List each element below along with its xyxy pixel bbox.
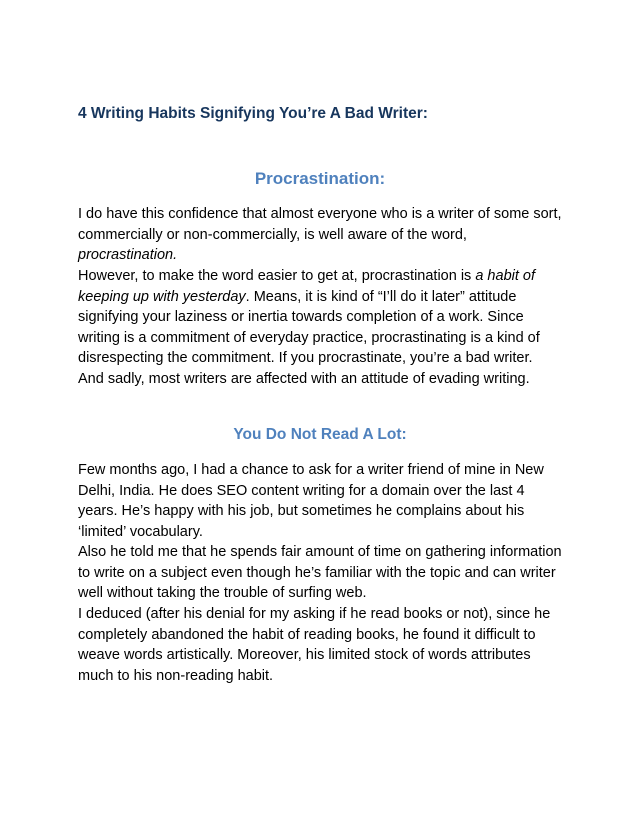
paragraph-line <box>78 266 568 287</box>
paragraph-line <box>78 287 568 308</box>
paragraph-line: years. He’s happy with his job, but sometimes he complains about his <box>78 503 525 519</box>
paragraph-line: And sadly, most writers are affected with an attitude of evading writing. <box>78 370 530 387</box>
text-run: . Means, it is kind of “I’ll do it later” attitude <box>245 288 517 305</box>
paragraph-line: completely abandoned the habit of reading books, he found it difficult to <box>78 626 536 643</box>
heading-procrastination: Procrastination: <box>254 169 386 188</box>
italic-phrase: keeping up with yesterday <box>78 288 246 305</box>
paragraph-procrastination-intro <box>78 204 568 266</box>
paragraph-line: I deduced (after his denial for my asking if he read books or not), since he <box>78 606 551 622</box>
paragraph-writer-friend <box>78 460 568 542</box>
text-run: However, to make the word easier to get at, procrastination is <box>78 268 476 284</box>
paragraph-line: Also he told me that he spends fair amount of time on gathering information <box>78 544 562 560</box>
paragraph-line: Few months ago, I had a chance to ask for a writer friend of mine in New <box>78 462 544 478</box>
paragraph-line: disrespecting the commitment. If you procrastinate, you’re a bad writer. <box>78 350 533 366</box>
paragraph-procrastination-definition <box>78 266 568 389</box>
paragraph-line: Delhi, India. He does SEO content writing for a domain over the last 4 <box>78 482 525 499</box>
paragraph-line: weave words artistically. Moreover, his limited stock of words attributes <box>78 647 531 663</box>
paragraph-line <box>78 245 568 266</box>
paragraph-line: writing is a commitment of everyday practice, procrastinating is a kind of <box>78 329 540 346</box>
paragraph-line: well without taking the trouble of surfing web. <box>78 585 367 601</box>
paragraph-line: I do have this confidence that almost everyone who is a writer of some sort, <box>78 206 562 222</box>
paragraph-line: signifying your laziness or inertia towards completion of a work. Since <box>78 309 524 325</box>
paragraph-deduction <box>78 604 568 686</box>
paragraph-line: ‘limited’ vocabulary. <box>78 523 203 540</box>
italic-term: procrastination. <box>78 247 178 263</box>
italic-phrase: a habit of <box>475 268 536 284</box>
paragraph-gathering-information <box>78 542 568 604</box>
heading-do-not-read: You Do Not Read A Lot: <box>233 426 407 443</box>
document-title: 4 Writing Habits Signifying You’re A Bad Writer: <box>78 105 428 122</box>
paragraph-line: commercially or non-commercially, is well aware of the word, <box>78 226 467 243</box>
paragraph-line: to write on a subject even though he’s familiar with the topic and can writer <box>78 564 556 581</box>
paragraph-line: much to his non-reading habit. <box>78 667 274 684</box>
